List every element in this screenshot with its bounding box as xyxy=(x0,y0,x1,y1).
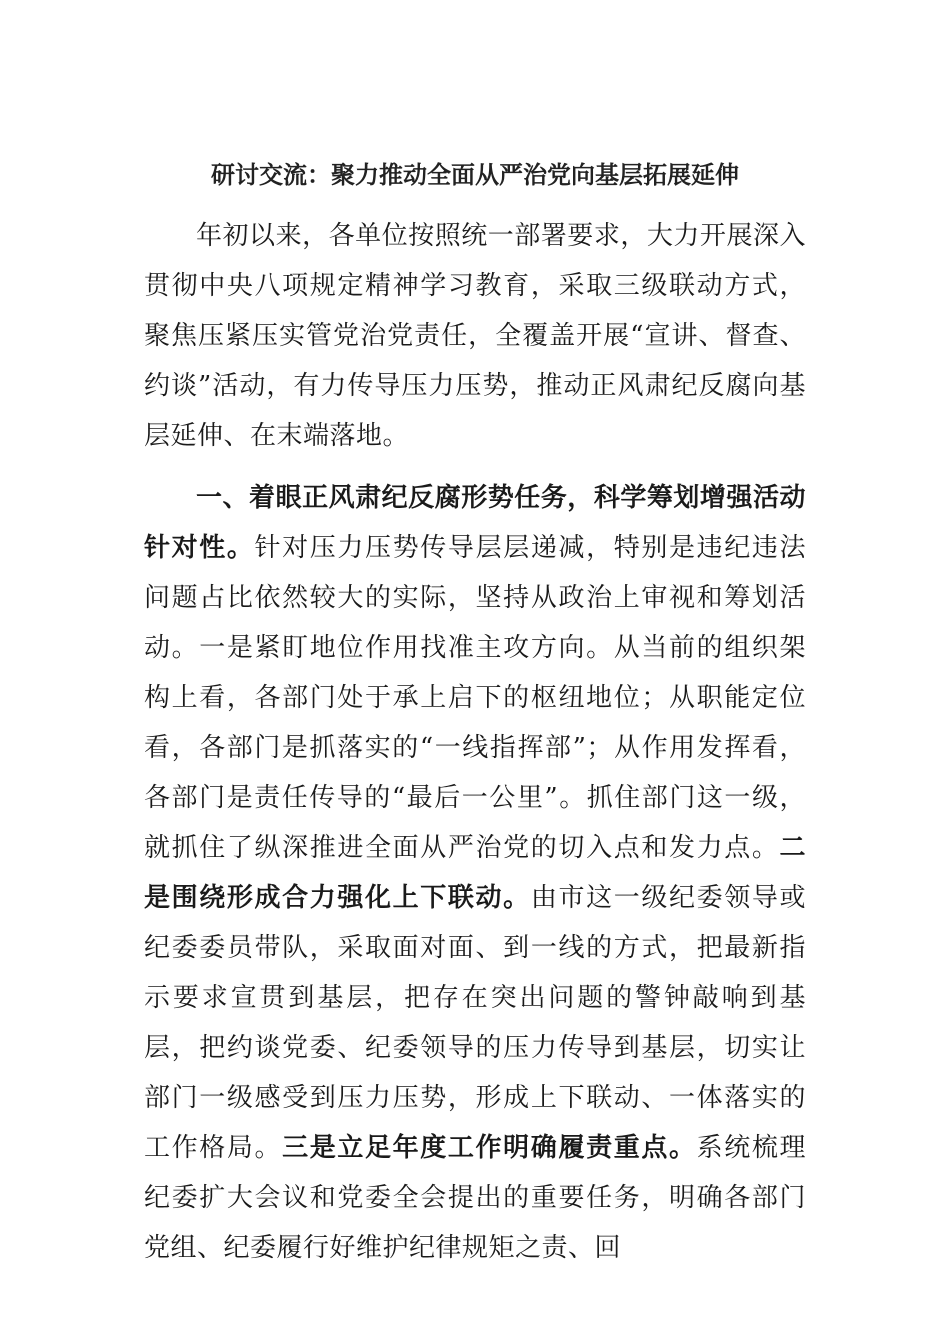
section-one-text-3: 系统梳理纪委扩大会议和党委全会提出的重要任务，明确各部门党组、纪委履行好维护纪律规矩之责、回 xyxy=(144,1133,806,1263)
section-one-text-2: 由市这一级纪委领导或纪委委员带队，采取面对面、到一线的方式，把最新指示要求宣贯到基层，把存在突出问题的警钟敲响到基层，把约谈党委、纪委领导的压力传导到基层，切实让部门一级感受到压力压势，形成上下联动、一体落实的工作格局。 xyxy=(144,883,806,1163)
section-one-heading: 一、着眼正风肃纪反腐形势任务，科学筹划增强活动针对性。 xyxy=(144,483,806,563)
document-page xyxy=(144,155,806,1273)
section-one-paragraph xyxy=(144,473,806,1273)
document-title: 研讨交流：聚力推动全面从严治党向基层拓展延伸 xyxy=(211,161,739,189)
section-one-text-1: 针对压力压势传导层层递减，特别是违纪违法问题占比依然较大的实际，坚持从政治上审视和筹划活动。一是紧盯地位作用找准主攻方向。从当前的组织架构上看，各部门处于承上启下的枢纽地位；从职能定位看，各部门是抓落实的“一线指挥部”；从作用发挥看，各部门是责任传导的“最后一公里”。抓住部门这一级，就抓住了纵深推进全面从严治党的切入点和发力点。 xyxy=(144,533,806,863)
intro-paragraph: 年初以来，各单位按照统一部署要求，大力开展深入贯彻中央八项规定精神学习教育，采取三级联动方式，聚焦压紧压实管党治党责任，全覆盖开展“宣讲、督查、约谈”活动，有力传导压力压势，推动正风肃纪反腐向基层延伸、在末端落地。 xyxy=(144,221,806,451)
section-one-point-3: 三是立足年度工作明确履责重点。 xyxy=(282,1133,697,1163)
section-one-point-2: 二是围绕形成合力强化上下联动。 xyxy=(144,833,806,913)
